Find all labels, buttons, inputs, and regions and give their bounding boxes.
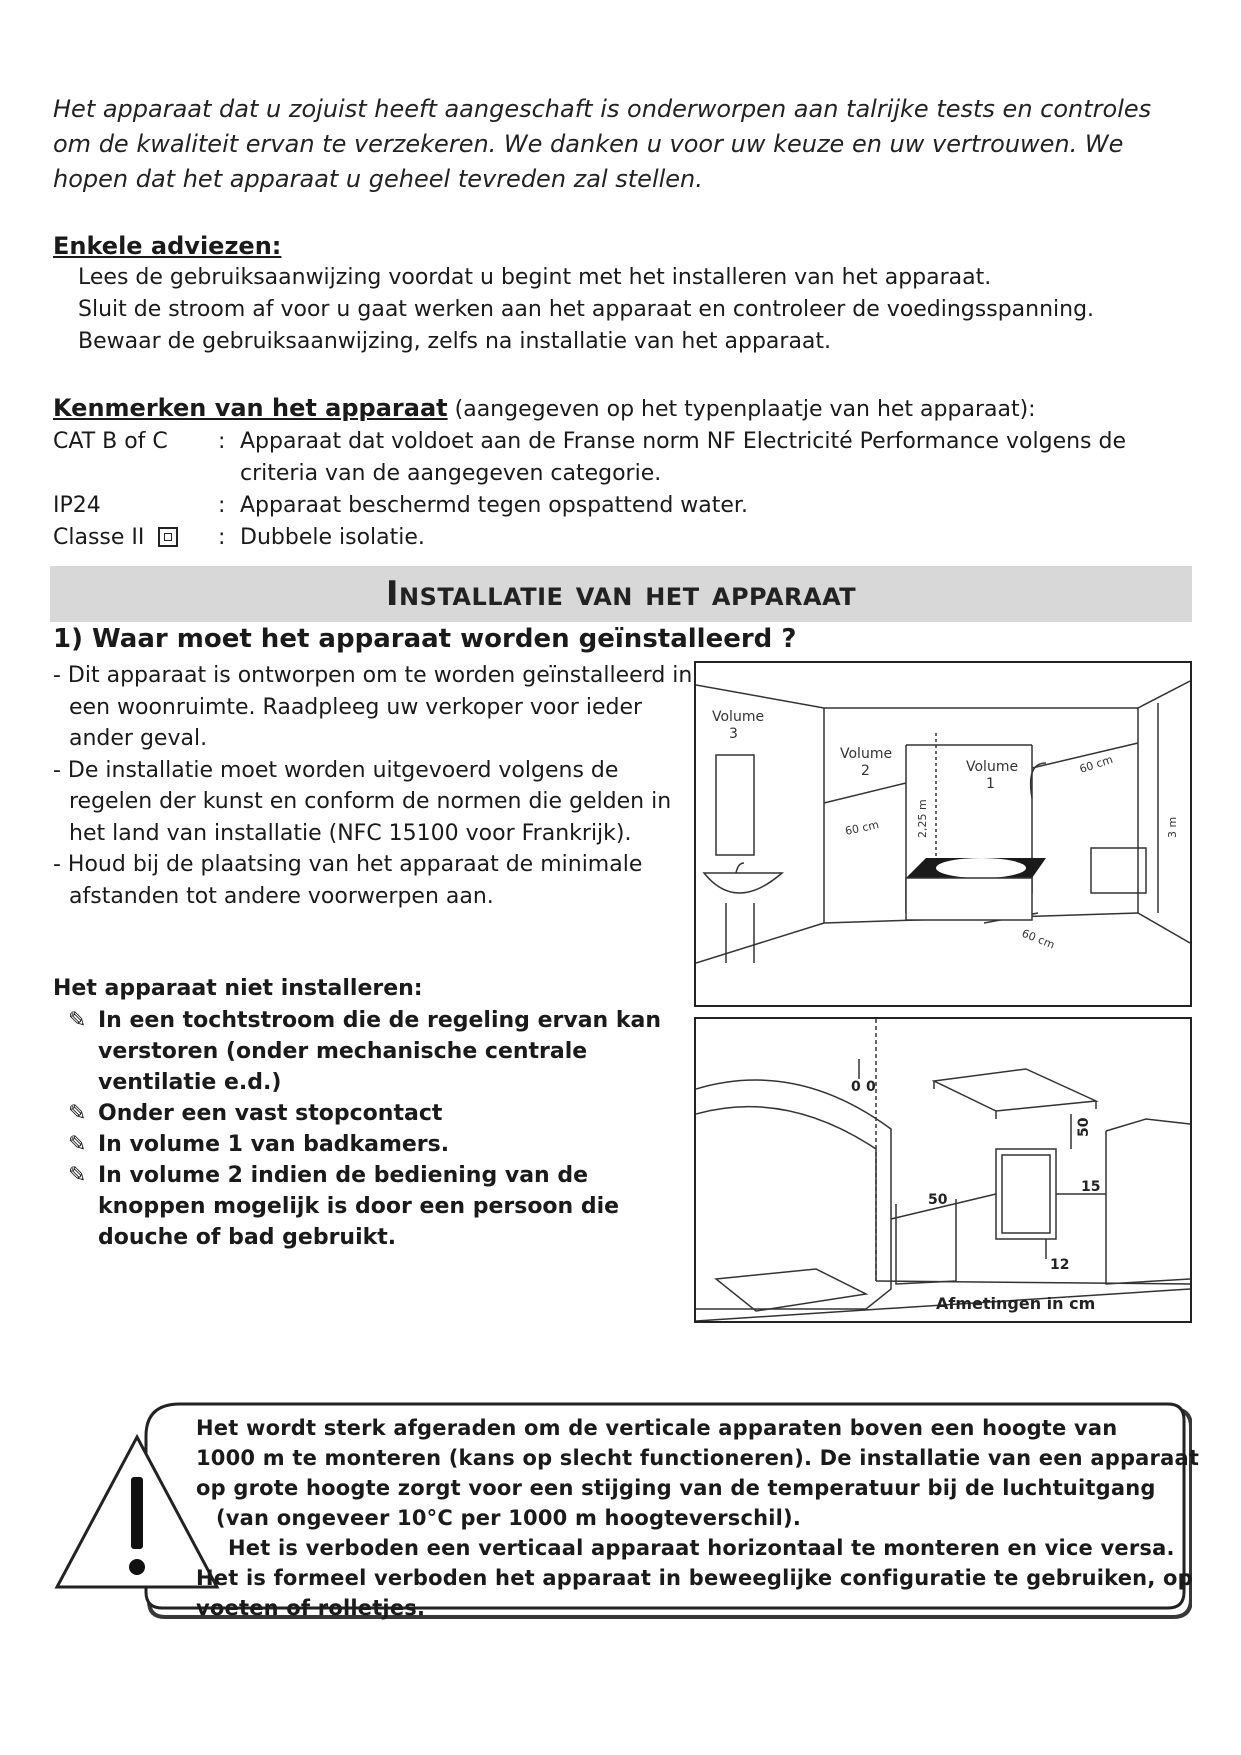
bullet-item: - Houd bij de plaatsing van het apparaat de minimale afstanden tot andere voorwerpen aan.: [53, 852, 643, 909]
dim-15: 15: [1081, 1179, 1101, 1195]
specs-subtitle: (aangegeven op het typenplaatje van het apparaat):: [454, 397, 1036, 422]
spec-key: Classe II: [53, 525, 145, 550]
spec-value: Dubbele isolatie.: [240, 525, 425, 550]
intro-paragraph: Het apparaat dat u zojuist heeft aangeschaft is onderworpen aan talrijke tests en controles om de kwaliteit ervan te verzekeren. We danken u voor uw keuze en uw vertrouwen. We hopen dat het apparaat u geheel tevreden zal stellen.: [53, 95, 1152, 193]
spec-value: Apparaat beschermd tegen opspattend water.: [240, 493, 748, 518]
spec-value-cont: criteria van de aangegeven categorie.: [240, 461, 662, 486]
volume3-number: 3: [729, 726, 738, 742]
minimum-distances-drawing: [696, 1019, 1190, 1321]
advice-line: Sluit de stroom af voor u gaat werken aan het apparaat en controleer de voedingsspanning.: [78, 297, 1095, 322]
advice-line: Lees de gebruiksaanwijzing voordat u begint met het installeren van het apparaat.: [78, 265, 992, 290]
dim-225: 2,25 m: [916, 799, 929, 838]
bullet-list: [53, 660, 693, 912]
warning-text: [196, 1413, 1200, 1623]
dim-50-horizontal: 50: [928, 1192, 948, 1208]
volume3-label: Volume: [712, 709, 765, 725]
warning-line: Het is formeel verboden het apparaat in beweeglijke configuratie te gebruiken, op: [196, 1566, 1193, 1590]
dim-3m: 3 m: [1166, 816, 1179, 838]
volume2-label: Volume: [840, 746, 893, 762]
volume2-number: 2: [861, 763, 870, 779]
volume1-label: Volume: [966, 759, 1019, 775]
section-heading: 1) Waar moet het apparaat worden geïnstalleerd ?: [53, 624, 797, 654]
bathroom-volumes-drawing: [696, 663, 1190, 1005]
donot-item: ✎ In volume 2 indien de bediening van de knoppen mogelijk is door een persoon die douche of bad gebruikt.: [68, 1160, 698, 1253]
warning-line: (van ongeveer 10°C per 1000 m hoogteverschil).: [216, 1506, 802, 1530]
spec-key: IP24: [53, 493, 101, 518]
banner-title: nstallatie van het apparaat: [398, 574, 857, 614]
minimum-distances-figure: [694, 1017, 1192, 1323]
pointing-hand-icon: ✎: [68, 1101, 87, 1126]
dim-60-left: 60 cm: [843, 818, 881, 838]
bullet-item: - Dit apparaat is ontworpen om te worden geïnstalleerd in een woonruimte. Raadpleeg uw verkoper voor ieder ander geval.: [53, 663, 693, 751]
warning-line: op grote hoogte zorgt voor een stijging van de temperatuur bij de luchtuitgang: [196, 1476, 1156, 1500]
pointing-hand-icon: ✎: [68, 1163, 87, 1188]
dim-0: 0: [851, 1079, 861, 1095]
spec-row-ip24: IP24 : Apparaat beschermd tegen opspattend water.: [53, 490, 1203, 522]
spec-key: CAT B of C: [53, 429, 168, 454]
donot-item: ✎ In een tochtstroom die de regeling ervan kan verstoren (onder mechanische centrale ventilatie e.d.): [68, 1005, 698, 1098]
dim-60-right: 60 cm: [1077, 752, 1115, 776]
pointing-hand-icon: ✎: [68, 1008, 87, 1033]
bathroom-volumes-figure: [694, 661, 1192, 1007]
specs-section: [53, 392, 1203, 554]
advice-title: Enkele adviezen:: [53, 232, 282, 260]
donot-list: [68, 1005, 698, 1253]
donot-item: ✎ In volume 1 van badkamers.: [68, 1129, 698, 1160]
advice-section: [53, 230, 1193, 358]
section-banner: [50, 566, 1192, 622]
advice-line: Bewaar de gebruiksaanwijzing, zelfs na installatie van het apparaat.: [78, 329, 832, 354]
warning-line: Het wordt sterk afgeraden om de verticale apparaten boven een hoogte van: [196, 1416, 1118, 1440]
dim-12: 12: [1050, 1257, 1070, 1273]
warning-line: 1000 m te monteren (kans op slecht functioneren). De installatie van een apparaat: [196, 1446, 1200, 1470]
spec-value: Apparaat dat voldoet aan de Franse norm NF Electricité Performance volgens de: [240, 429, 1127, 454]
pointing-hand-icon: ✎: [68, 1132, 87, 1157]
double-insulation-icon: [158, 527, 178, 547]
spec-row-classe: Classe II : Dubbele isolatie.: [53, 522, 1203, 554]
banner-initial: I: [385, 574, 399, 614]
donot-title: Het apparaat niet installeren:: [53, 976, 423, 1001]
spec-row-cat: CAT B of C : Apparaat dat voldoet aan de Franse norm NF Electricité Performance volgens de criteria van de aangegeven categorie.: [53, 426, 1203, 490]
dim-50-vertical: 50: [1076, 1117, 1092, 1137]
warning-line: Het is verboden een verticaal apparaat horizontaal te monteren en vice versa.: [228, 1536, 1175, 1560]
warning-line: voeten of rolletjes.: [196, 1596, 426, 1620]
dim-60-bottom: 60 cm: [1019, 926, 1057, 952]
volume1-number: 1: [986, 776, 995, 792]
specs-title: Kenmerken van het apparaat: [53, 394, 448, 422]
figure-caption: Afmetingen in cm: [936, 1294, 1096, 1313]
dim-0b: 0: [866, 1079, 876, 1095]
donot-item: ✎ Onder een vast stopcontact: [68, 1098, 698, 1129]
bullet-item: - De installatie moet worden uitgevoerd volgens de regelen der kunst en conform de normen die gelden in het land van installatie (NFC 15100 voor Frankrijk).: [53, 757, 672, 846]
